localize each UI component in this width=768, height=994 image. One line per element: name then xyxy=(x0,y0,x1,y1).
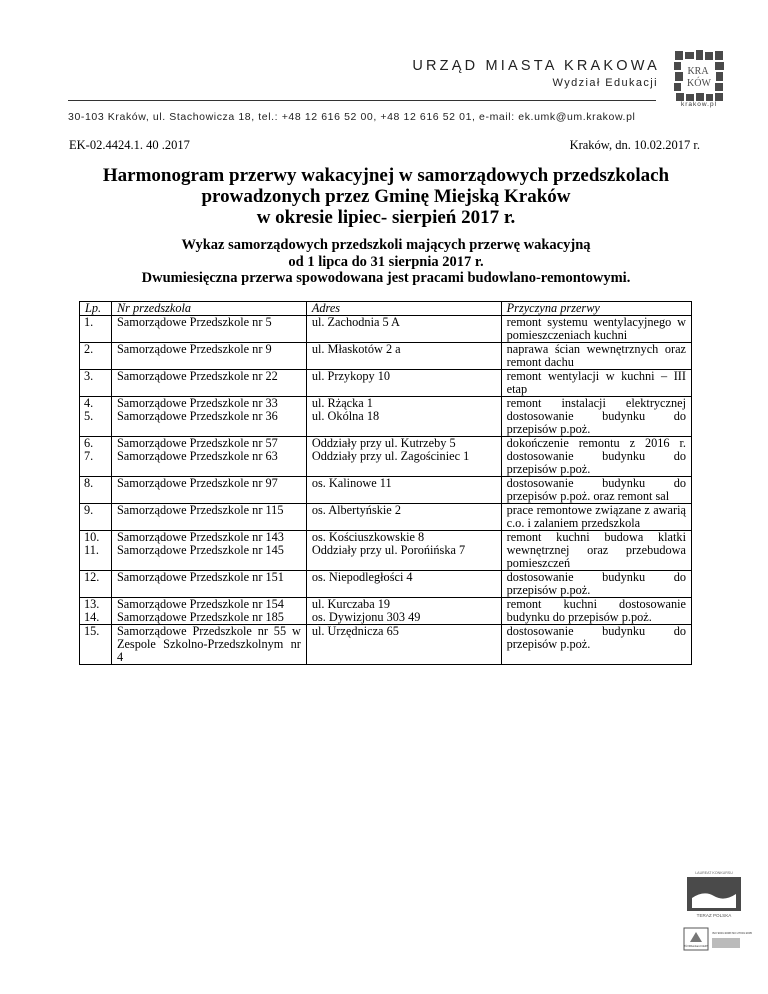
certification-marks xyxy=(682,868,752,980)
cell-name-line: Samorządowe Przedszkole nr 55 w Zespole Szkolno-Przedszkolnym nr 4 xyxy=(116,624,301,664)
cell-cause: dostosowanie budynku do przepisów p.poż. xyxy=(501,625,691,665)
cell-name-line: Samorządowe Przedszkole nr 5 xyxy=(116,315,272,329)
cell-lp-line: 15. xyxy=(84,624,100,638)
cell-lp xyxy=(80,598,112,625)
cell-name-line: Samorządowe Przedszkole nr 143 xyxy=(116,530,284,544)
cell-lp-line: 6. xyxy=(84,436,94,450)
cell-address xyxy=(306,477,501,504)
cell-address-line: ul. Rżącka 1 xyxy=(311,396,373,410)
title-line: prowadzonych przez Gminę Miejską Kraków xyxy=(201,186,571,207)
cell-address-line: ul. Młaskotów 2 a xyxy=(311,342,401,356)
award-bottom-text: TERAZ POLSKA xyxy=(696,913,732,918)
cell-name xyxy=(111,343,306,370)
table-header-row xyxy=(80,302,692,316)
document-title xyxy=(60,165,712,228)
cell-address-line: os. Kalinowe 11 xyxy=(311,476,392,490)
cell-address-line: ul. Przykopy 10 xyxy=(311,369,391,383)
table-row xyxy=(80,343,692,370)
cell-address xyxy=(306,531,501,571)
table-row xyxy=(80,477,692,504)
cell-address xyxy=(306,397,501,437)
title-line: Harmonogram przerwy wakacyjnej w samorządowych przedszkolach xyxy=(102,165,670,186)
cell-name-line: Samorządowe Przedszkole nr 97 xyxy=(116,476,278,490)
cell-name xyxy=(111,316,306,343)
cert-strip xyxy=(712,938,740,948)
logo-url: krakow.pl xyxy=(680,101,718,108)
award-top-text: LAUREAT KONKURSU xyxy=(695,871,733,875)
cell-lp xyxy=(80,397,112,437)
cell-name xyxy=(111,437,306,477)
cell-lp-line: 14. xyxy=(84,610,100,624)
cell-lp xyxy=(80,625,112,665)
cell-name xyxy=(111,625,306,665)
cell-address-line: os. Kościuszkowskie 8 xyxy=(311,530,425,544)
cell-address xyxy=(306,437,501,477)
cell-name xyxy=(111,370,306,397)
subtitle-line: od 1 lipca do 31 sierpnia 2017 r. xyxy=(288,253,484,270)
header-lp: Lp. xyxy=(80,302,112,316)
cell-cause: remont wentylacji w kuchni – III etap xyxy=(501,370,691,397)
cell-address-line: Oddziały przy ul. Zagościniec 1 xyxy=(311,449,470,463)
cell-address-line: Oddziały przy ul. Porońińska 7 xyxy=(311,543,466,557)
cell-address-line: Oddziały przy ul. Kutrzeby 5 xyxy=(311,436,456,450)
cell-lp xyxy=(80,504,112,531)
table-row xyxy=(80,316,692,343)
table-row xyxy=(80,437,692,477)
cell-lp-line: 4. xyxy=(84,396,94,410)
cell-address-line: ul. Urzędnicza 65 xyxy=(311,624,399,638)
cell-cause: remont kuchni budowa klatki wewnętrznej oraz przebudowa pomieszczeń xyxy=(501,531,691,571)
cell-name-line: Samorządowe Przedszkole nr 185 xyxy=(116,610,284,624)
cell-lp-line: 9. xyxy=(84,503,94,517)
cell-name xyxy=(111,397,306,437)
cell-lp-line: 7. xyxy=(84,449,94,463)
kindergarten-table xyxy=(79,301,692,665)
cell-cause: prace remontowe związane z awarią c.o. i zalaniem przedszkola xyxy=(501,504,691,531)
department-name: Wydział Edukacji xyxy=(552,77,658,89)
cell-address xyxy=(306,504,501,531)
cell-cause: remont kuchni dostosowanie budynku do przepisów p.poż. xyxy=(501,598,691,625)
cell-name-line: Samorządowe Przedszkole nr 63 xyxy=(116,449,278,463)
table-row xyxy=(80,397,692,437)
cell-cause: remont systemu wentylacyjnego w pomieszczeniach kuchni xyxy=(501,316,691,343)
cell-name-line: Samorządowe Przedszkole nr 9 xyxy=(116,342,272,356)
table-row xyxy=(80,504,692,531)
header-name: Nr przedszkola xyxy=(111,302,306,316)
cell-lp-line: 13. xyxy=(84,597,100,611)
cell-cause: dokończenie remontu z 2016 r. dostosowanie budynku do przepisów p.poż. xyxy=(501,437,691,477)
cell-address xyxy=(306,571,501,598)
cell-name-line: Samorządowe Przedszkole nr 115 xyxy=(116,503,284,517)
cell-name-line: Samorządowe Przedszkole nr 36 xyxy=(116,409,278,423)
cell-address xyxy=(306,316,501,343)
cell-address xyxy=(306,343,501,370)
cell-lp xyxy=(80,477,112,504)
cell-address-line: os. Albertyńskie 2 xyxy=(311,503,401,517)
cell-address-line: os. Dywizjonu 303 49 xyxy=(311,610,421,624)
cell-name xyxy=(111,504,306,531)
cell-address xyxy=(306,598,501,625)
cell-lp-line: 10. xyxy=(84,530,100,544)
cell-address-line: os. Niepodległości 4 xyxy=(311,570,413,584)
cell-lp-line: 3. xyxy=(84,369,94,383)
reference-number: EK-02.4424.1. 40 .2017 xyxy=(69,138,190,152)
cell-cause: dostosowanie budynku do przepisów p.poż. xyxy=(501,571,691,598)
cell-lp-line: 1. xyxy=(84,315,94,329)
subtitle-line: Wykaz samorządowych przedszkoli mających przerwę wakacyjną xyxy=(181,237,591,253)
cell-name-line: Samorządowe Przedszkole nr 154 xyxy=(116,597,284,611)
cell-name xyxy=(111,571,306,598)
cell-lp-line: 12. xyxy=(84,570,100,584)
cell-cause: dostosowanie budynku do przepisów p.poż. oraz remont sal xyxy=(501,477,691,504)
table-row xyxy=(80,598,692,625)
subtitle-line: Dwumiesięczna przerwa spowodowana jest pracami budowlano-remontowymi. xyxy=(141,270,631,286)
tuv-label: TÜVRheinland CERT xyxy=(683,945,709,948)
table-row xyxy=(80,531,692,571)
header-cause: Przyczyna przerwy xyxy=(501,302,691,316)
cell-lp xyxy=(80,370,112,397)
cell-lp xyxy=(80,531,112,571)
cell-name-line: Samorządowe Przedszkole nr 151 xyxy=(116,570,284,584)
table-row xyxy=(80,625,692,665)
title-line: w okresie lipiec- sierpień 2017 r. xyxy=(256,207,516,228)
cell-name xyxy=(111,598,306,625)
cell-address xyxy=(306,625,501,665)
cert-standards: ISO 9001:2008 ISO 27001:2005 xyxy=(712,931,752,935)
cell-address-line: ul. Okólna 18 xyxy=(311,409,380,423)
logo-text-bottom: KÓW xyxy=(687,78,711,89)
cell-lp xyxy=(80,437,112,477)
header-address: 30-103 Kraków, ul. Stachowicza 18, tel.: +48 12 616 52 00, +48 12 616 52 01, e-mail: ek.umk@um.krakow.pl xyxy=(68,111,636,123)
cell-address-line: ul. Zachodnia 5 A xyxy=(311,315,400,329)
cell-name-line: Samorządowe Przedszkole nr 145 xyxy=(116,543,284,557)
organization-name: URZĄD MIASTA KRAKOWA xyxy=(412,58,660,74)
cell-lp-line: 2. xyxy=(84,342,94,356)
cell-name-line: Samorządowe Przedszkole nr 57 xyxy=(116,436,278,450)
cell-lp xyxy=(80,571,112,598)
cell-lp xyxy=(80,343,112,370)
cell-name-line: Samorządowe Przedszkole nr 33 xyxy=(116,396,278,410)
cell-address-line: ul. Kurczaba 19 xyxy=(311,597,391,611)
table-row xyxy=(80,370,692,397)
cell-cause: naprawa ścian wewnętrznych oraz remont dachu xyxy=(501,343,691,370)
logo-text-top: KRA xyxy=(687,66,709,77)
header-address: Adres xyxy=(306,302,501,316)
krakow-logo xyxy=(674,50,724,102)
document-date: Kraków, dn. 10.02.2017 r. xyxy=(569,138,700,152)
cell-lp-line: 5. xyxy=(84,409,94,423)
document-subtitle xyxy=(60,237,712,287)
cell-cause: remont instalacji elektrycznej dostosowanie budynku do przepisów p.poż. xyxy=(501,397,691,437)
cell-address xyxy=(306,370,501,397)
cell-name xyxy=(111,477,306,504)
cell-lp-line: 11. xyxy=(84,543,99,557)
cell-lp-line: 8. xyxy=(84,476,94,490)
header-divider xyxy=(68,100,656,101)
cell-lp xyxy=(80,316,112,343)
table-row xyxy=(80,571,692,598)
cell-name-line: Samorządowe Przedszkole nr 22 xyxy=(116,369,278,383)
cell-name xyxy=(111,531,306,571)
